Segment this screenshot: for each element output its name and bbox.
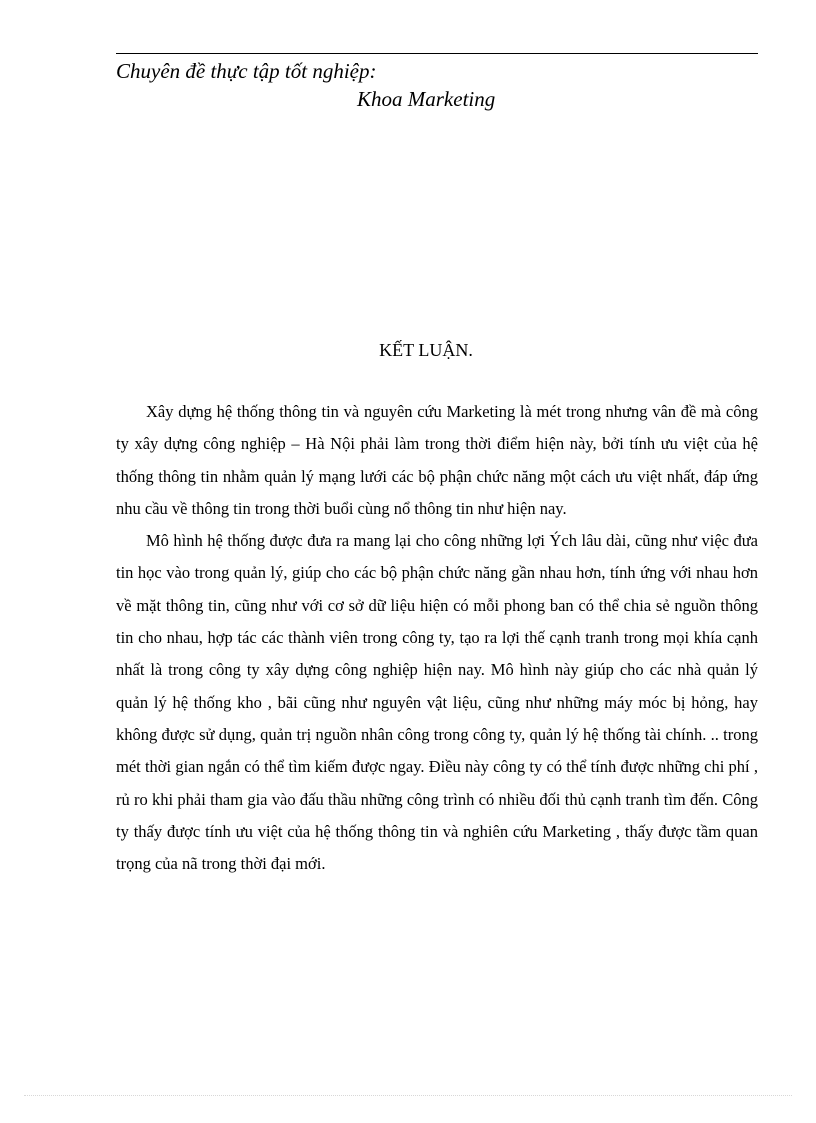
- page-bottom-divider: [24, 1095, 792, 1096]
- conclusion-body: [116, 396, 758, 880]
- section-title: KẾT LUẬN.: [379, 340, 473, 360]
- paragraph-2: Mô hình hệ thống được đưa ra mang lại cho công những lợi Ých lâu dài, cũng như việc đưa tin học vào trong quản lý, giúp cho các bộ phận chức năng gần nhau hơn, tính ứng với nhau hơn về mặt thông tin, cũng như với cơ sở dữ liệu hiện có mỗi phong ban có thể chia sẻ nguồn thông tin cho nhau, hợp tác các thành viên trong công ty, tạo ra lợi thế cạnh tranh trong mọi khía cạnh nhất là trong công ty xây dựng công nghiệp hiện nay. Mô hình này giúp cho các nhà quản lý quản lý hệ thống kho , bãi cũng như nguyên vật liệu, cũng như những máy móc bị hỏng, hay không được sử dụng, quản trị nguồn nhân công trong công ty, quản lý hệ thống tài chính. .. trong mét thời gian ngắn có thể tìm kiếm được ngay. Điều này công ty có thể tính được những chi phí , rủ ro khi phải tham gia vào đấu thầu những công trình có nhiều đối thủ cạnh tranh tìm đến. Công ty thấy được tính ưu việt của hệ thống thông tin và nghiên cứu Marketing , thấy được tầm quan trọng của nã trong thời đại mới.: [116, 531, 758, 874]
- header-course-title: Chuyên đề thực tập tốt nghiệp:: [116, 59, 377, 83]
- paragraph-1: Xây dựng hệ thống thông tin và nguyên cứu Marketing là mét trong nhưng vân đề mà công ty xây dựng công nghiệp – Hà Nội phải làm trong thời điểm hiện này, bởi tính ưu việt của hệ thống thông tin nhằm quản lý mạng lưới các bộ phận chức năng một cách ưu việt nhất, đáp ứng nhu cầu về thông tin trong thời buổi cùng nổ thông tin như hiện nay.: [116, 402, 758, 518]
- header-rule: [116, 53, 758, 54]
- header-faculty: Khoa Marketing: [357, 87, 496, 111]
